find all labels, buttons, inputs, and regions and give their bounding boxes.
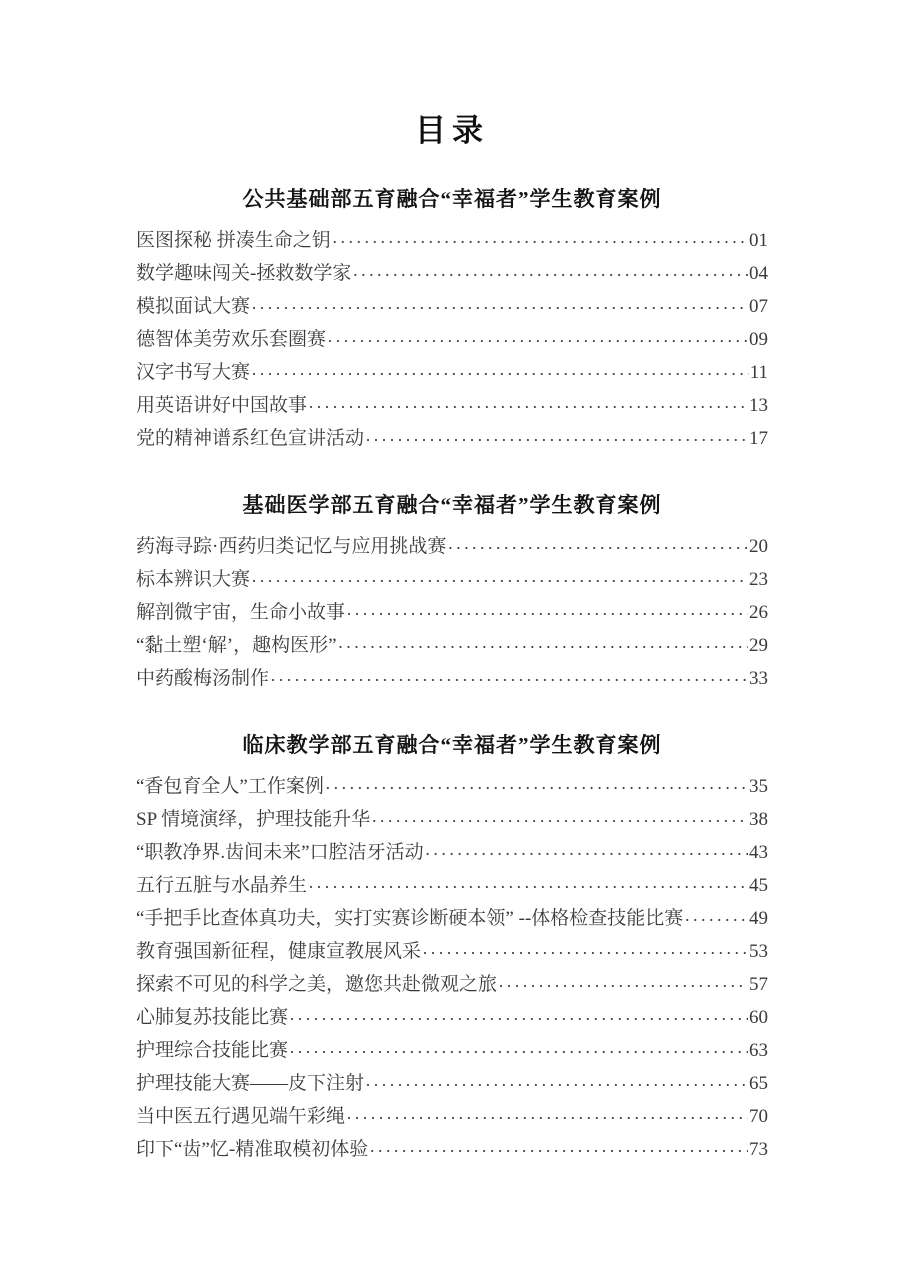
entry-page-number: 35 xyxy=(749,776,768,797)
dot-leader xyxy=(251,570,748,592)
toc-entry xyxy=(136,771,768,804)
dot-leader xyxy=(251,363,749,385)
toc-entry xyxy=(136,564,768,597)
entry-title: 五行五脏与水晶养生 xyxy=(136,875,308,896)
entry-page-number: 70 xyxy=(749,1106,768,1127)
dot-leader xyxy=(425,843,748,865)
toc-entry xyxy=(136,324,768,357)
entry-title: 标本辨识大赛 xyxy=(136,569,251,590)
entry-title: 探索不可见的科学之美，邀您共赴微观之旅 xyxy=(136,974,498,995)
dot-leader xyxy=(447,537,748,559)
dot-leader xyxy=(327,330,748,352)
entry-page-number: 04 xyxy=(749,263,768,284)
entry-page-number: 43 xyxy=(749,842,768,863)
entry-title: 汉字书写大赛 xyxy=(136,362,251,383)
entry-page-number: 07 xyxy=(749,296,768,317)
dot-leader xyxy=(308,876,748,898)
toc-entry xyxy=(136,1002,768,1035)
dot-leader xyxy=(289,1008,748,1030)
toc-entry xyxy=(136,423,768,456)
dot-leader xyxy=(365,1074,748,1096)
entry-page-number: 49 xyxy=(749,908,768,929)
toc-entry xyxy=(136,390,768,423)
toc-entry xyxy=(136,630,768,663)
entry-title: 当中医五行遇见端午彩绳 xyxy=(136,1106,346,1127)
dot-leader xyxy=(332,231,748,253)
toc-entry xyxy=(136,663,768,696)
toc-entry xyxy=(136,357,768,390)
dot-leader xyxy=(325,777,748,799)
toc-entry xyxy=(136,936,768,969)
toc-entry xyxy=(136,225,768,258)
section-heading: 基础医学部五育融合“幸福者”学生教育案例 xyxy=(242,493,662,517)
entry-title: 医图探秘 拼凑生命之钥 xyxy=(136,230,331,251)
toc-entry xyxy=(136,1035,768,1068)
entry-title: 用英语讲好中国故事 xyxy=(136,395,308,416)
entry-title: 党的精神谱系红色宣讲活动 xyxy=(136,428,365,449)
entry-title: SP 情境演绎，护理技能升华 xyxy=(136,809,371,830)
toc-entry xyxy=(136,870,768,903)
entry-title: 药海寻踪·西药归类记忆与应用挑战赛 xyxy=(136,536,447,557)
dot-leader xyxy=(498,975,748,997)
entry-title: 中药酸梅汤制作 xyxy=(136,668,270,689)
entry-page-number: 45 xyxy=(749,875,768,896)
entry-title: “手把手比查体真功夫，实打实赛诊断硬本领” --体格检查技能比赛 xyxy=(136,908,684,929)
entry-title: 解剖微宇宙，生命小故事 xyxy=(136,602,346,623)
entry-title: “职教净界.齿间未来”口腔洁牙活动 xyxy=(136,842,424,863)
entry-page-number: 20 xyxy=(749,536,768,557)
dot-leader xyxy=(369,1140,748,1162)
toc-sections xyxy=(136,184,768,1167)
entry-page-number: 57 xyxy=(749,974,768,995)
page-title: 目录 xyxy=(415,113,489,148)
toc-entry xyxy=(136,1101,768,1134)
entry-title: 印下“齿”忆-精准取模初体验 xyxy=(136,1139,369,1160)
toc-section xyxy=(136,490,768,696)
entry-page-number: 33 xyxy=(749,668,768,689)
entry-page-number: 63 xyxy=(749,1040,768,1061)
dot-leader xyxy=(346,603,748,625)
toc-entry xyxy=(136,837,768,870)
entry-page-number: 53 xyxy=(749,941,768,962)
entry-page-number: 38 xyxy=(749,809,768,830)
toc-section xyxy=(136,730,768,1167)
toc-entry xyxy=(136,597,768,630)
entry-title: “香包育全人”工作案例 xyxy=(136,776,324,797)
entry-title: 教育强国新征程，健康宣教展风采 xyxy=(136,941,422,962)
toc-entry xyxy=(136,291,768,324)
dot-leader xyxy=(338,636,748,658)
toc-entry xyxy=(136,1068,768,1101)
entry-title: 护理技能大赛——皮下注射 xyxy=(136,1073,365,1094)
dot-leader xyxy=(365,429,748,451)
entry-page-number: 73 xyxy=(749,1139,768,1160)
entry-page-number: 60 xyxy=(749,1007,768,1028)
dot-leader xyxy=(289,1041,748,1063)
dot-leader xyxy=(422,942,748,964)
entry-title: 模拟面试大赛 xyxy=(136,296,251,317)
entry-page-number: 13 xyxy=(749,395,768,416)
entry-page-number: 11 xyxy=(749,362,768,383)
dot-leader xyxy=(371,810,748,832)
dot-leader xyxy=(346,1107,748,1129)
toc-section xyxy=(136,184,768,456)
toc-entry xyxy=(136,969,768,1002)
entry-page-number: 29 xyxy=(749,635,768,656)
entry-page-number: 01 xyxy=(749,230,768,251)
entry-page-number: 65 xyxy=(749,1073,768,1094)
toc-entry xyxy=(136,903,768,936)
dot-leader xyxy=(684,909,748,931)
entry-page-number: 23 xyxy=(749,569,768,590)
dot-leader xyxy=(270,669,748,691)
dot-leader xyxy=(308,396,748,418)
toc-entry xyxy=(136,531,768,564)
toc-entry xyxy=(136,1134,768,1167)
section-heading: 临床教学部五育融合“幸福者”学生教育案例 xyxy=(242,733,662,757)
entry-title: 护理综合技能比赛 xyxy=(136,1040,289,1061)
entry-title: 数学趣味闯关-拯救数学家 xyxy=(136,263,352,284)
entry-title: 心肺复苏技能比赛 xyxy=(136,1007,289,1028)
entry-page-number: 26 xyxy=(749,602,768,623)
entry-title: “黏土塑‘解’，趣构医形” xyxy=(136,635,337,656)
section-heading: 公共基础部五育融合“幸福者”学生教育案例 xyxy=(242,187,662,211)
entry-page-number: 09 xyxy=(749,329,768,350)
entry-title: 德智体美劳欢乐套圈赛 xyxy=(136,329,327,350)
dot-leader xyxy=(251,297,748,319)
entry-page-number: 17 xyxy=(749,428,768,449)
dot-leader xyxy=(352,264,748,286)
toc-entry xyxy=(136,804,768,837)
toc-entry xyxy=(136,258,768,291)
